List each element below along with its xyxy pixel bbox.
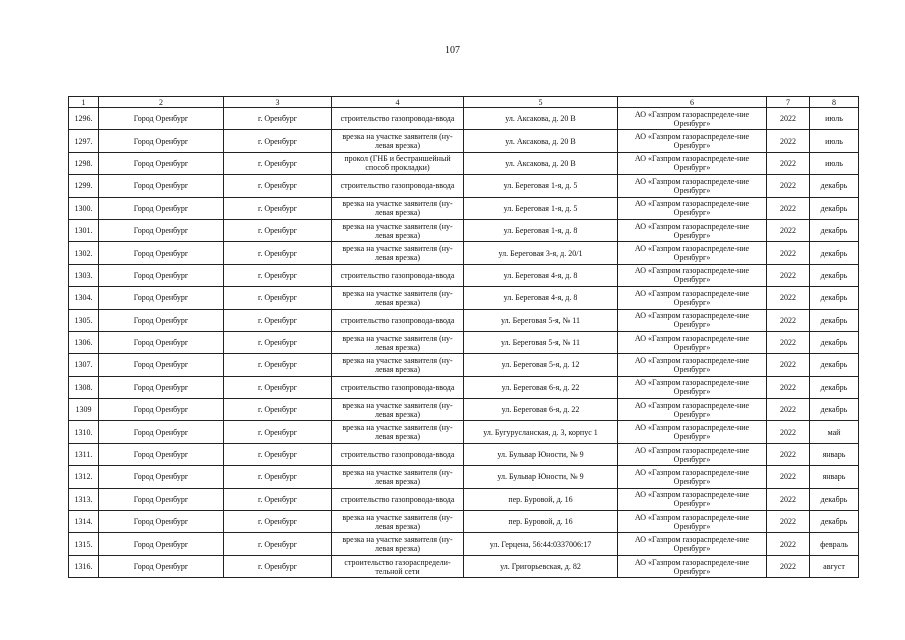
cell-month: декабрь <box>810 354 859 376</box>
cell-municipality: Город Оренбург <box>99 488 224 510</box>
cell-row-number: 1297. <box>69 130 99 152</box>
cell-settlement: г. Оренбург <box>224 354 332 376</box>
cell-municipality: Город Оренбург <box>99 108 224 130</box>
table-row <box>69 421 859 443</box>
table-body <box>69 108 859 578</box>
cell-month: декабрь <box>810 511 859 533</box>
cell-settlement: г. Оренбург <box>224 287 332 309</box>
cell-address: ул. Бульвар Юности, № 9 <box>464 466 618 488</box>
cell-organization: АО «Газпром газораспределе-ние Оренбург» <box>618 152 767 174</box>
cell-address: ул. Береговая 1-я, д. 8 <box>464 219 618 241</box>
cell-year: 2022 <box>767 152 810 174</box>
cell-municipality: Город Оренбург <box>99 354 224 376</box>
cell-organization: АО «Газпром газораспределе-ние Оренбург» <box>618 287 767 309</box>
cell-work-type: строительство газопровода-ввода <box>332 376 464 398</box>
cell-municipality: Город Оренбург <box>99 555 224 577</box>
cell-municipality: Город Оренбург <box>99 309 224 331</box>
cell-month: декабрь <box>810 399 859 421</box>
cell-settlement: г. Оренбург <box>224 488 332 510</box>
cell-year: 2022 <box>767 331 810 353</box>
cell-settlement: г. Оренбург <box>224 466 332 488</box>
cell-municipality: Город Оренбург <box>99 466 224 488</box>
cell-row-number: 1300. <box>69 197 99 219</box>
cell-work-type: врезка на участке заявителя (ну-левая врезка) <box>332 130 464 152</box>
cell-municipality: Город Оренбург <box>99 533 224 555</box>
cell-address: ул. Григорьевская, д. 82 <box>464 555 618 577</box>
cell-month: декабрь <box>810 309 859 331</box>
cell-settlement: г. Оренбург <box>224 197 332 219</box>
cell-organization: АО «Газпром газораспределе-ние Оренбург» <box>618 443 767 465</box>
cell-settlement: г. Оренбург <box>224 309 332 331</box>
cell-address: ул. Аксакова, д. 20 В <box>464 108 618 130</box>
cell-month: декабрь <box>810 331 859 353</box>
cell-row-number: 1305. <box>69 309 99 331</box>
table-row <box>69 488 859 510</box>
cell-row-number: 1308. <box>69 376 99 398</box>
table-row <box>69 309 859 331</box>
cell-year: 2022 <box>767 309 810 331</box>
cell-work-type: врезка на участке заявителя (ну-левая врезка) <box>332 354 464 376</box>
cell-month: декабрь <box>810 376 859 398</box>
cell-row-number: 1310. <box>69 421 99 443</box>
cell-year: 2022 <box>767 555 810 577</box>
cell-organization: АО «Газпром газораспределе-ние Оренбург» <box>618 309 767 331</box>
table-row <box>69 219 859 241</box>
cell-municipality: Город Оренбург <box>99 197 224 219</box>
cell-month: декабрь <box>810 197 859 219</box>
cell-address: ул. Береговая 5-я, № 11 <box>464 309 618 331</box>
table-row <box>69 466 859 488</box>
table-row <box>69 108 859 130</box>
cell-year: 2022 <box>767 219 810 241</box>
cell-year: 2022 <box>767 175 810 197</box>
cell-settlement: г. Оренбург <box>224 533 332 555</box>
cell-organization: АО «Газпром газораспределе-ние Оренбург» <box>618 219 767 241</box>
cell-month: июль <box>810 130 859 152</box>
header-row <box>69 97 859 108</box>
cell-year: 2022 <box>767 264 810 286</box>
cell-month: январь <box>810 466 859 488</box>
cell-work-type: строительство газопровода-ввода <box>332 309 464 331</box>
cell-settlement: г. Оренбург <box>224 130 332 152</box>
table-row <box>69 242 859 264</box>
cell-month: май <box>810 421 859 443</box>
cell-month: июль <box>810 108 859 130</box>
table-row <box>69 354 859 376</box>
cell-settlement: г. Оренбург <box>224 175 332 197</box>
cell-municipality: Город Оренбург <box>99 287 224 309</box>
table-row <box>69 376 859 398</box>
cell-row-number: 1296. <box>69 108 99 130</box>
cell-work-type: врезка на участке заявителя (ну-левая врезка) <box>332 421 464 443</box>
col-header: 8 <box>810 97 859 108</box>
cell-settlement: г. Оренбург <box>224 152 332 174</box>
table-row <box>69 555 859 577</box>
cell-organization: АО «Газпром газораспределе-ние Оренбург» <box>618 130 767 152</box>
cell-address: пер. Буровой, д. 16 <box>464 488 618 510</box>
cell-municipality: Город Оренбург <box>99 242 224 264</box>
cell-month: февраль <box>810 533 859 555</box>
col-header: 5 <box>464 97 618 108</box>
col-header: 4 <box>332 97 464 108</box>
cell-address: ул. Береговая 3-я, д. 20/1 <box>464 242 618 264</box>
cell-row-number: 1298. <box>69 152 99 174</box>
cell-work-type: строительство газораспредели-тельной сети <box>332 555 464 577</box>
cell-work-type: врезка на участке заявителя (ну-левая врезка) <box>332 242 464 264</box>
cell-municipality: Город Оренбург <box>99 511 224 533</box>
cell-organization: АО «Газпром газораспределе-ние Оренбург» <box>618 533 767 555</box>
cell-year: 2022 <box>767 242 810 264</box>
table-row <box>69 331 859 353</box>
table-row <box>69 511 859 533</box>
cell-month: август <box>810 555 859 577</box>
table-row <box>69 197 859 219</box>
cell-address: ул. Береговая 6-я, д. 22 <box>464 376 618 398</box>
cell-year: 2022 <box>767 488 810 510</box>
table-row <box>69 264 859 286</box>
cell-organization: АО «Газпром газораспределе-ние Оренбург» <box>618 555 767 577</box>
cell-address: ул. Герцена, 56:44:0337006:17 <box>464 533 618 555</box>
cell-month: декабрь <box>810 175 859 197</box>
cell-work-type: строительство газопровода-ввода <box>332 264 464 286</box>
cell-organization: АО «Газпром газораспределе-ние Оренбург» <box>618 197 767 219</box>
cell-work-type: врезка на участке заявителя (ну-левая врезка) <box>332 197 464 219</box>
cell-work-type: строительство газопровода-ввода <box>332 175 464 197</box>
cell-address: ул. Аксакова, д. 20 В <box>464 130 618 152</box>
cell-month: июль <box>810 152 859 174</box>
table-row <box>69 399 859 421</box>
cell-work-type: врезка на участке заявителя (ну-левая врезка) <box>332 287 464 309</box>
cell-organization: АО «Газпром газораспределе-ние Оренбург» <box>618 376 767 398</box>
cell-municipality: Город Оренбург <box>99 219 224 241</box>
cell-work-type: врезка на участке заявителя (ну-левая врезка) <box>332 466 464 488</box>
cell-address: ул. Аксакова, д. 20 В <box>464 152 618 174</box>
cell-organization: АО «Газпром газораспределе-ние Оренбург» <box>618 488 767 510</box>
cell-address: ул. Береговая 4-я, д. 8 <box>464 264 618 286</box>
cell-row-number: 1313. <box>69 488 99 510</box>
cell-work-type: врезка на участке заявителя (ну-левая врезка) <box>332 219 464 241</box>
cell-work-type: строительство газопровода-ввода <box>332 488 464 510</box>
cell-address: пер. Буровой, д. 16 <box>464 511 618 533</box>
cell-row-number: 1302. <box>69 242 99 264</box>
cell-settlement: г. Оренбург <box>224 242 332 264</box>
cell-work-type: строительство газопровода-ввода <box>332 443 464 465</box>
cell-organization: АО «Газпром газораспределе-ние Оренбург» <box>618 399 767 421</box>
cell-year: 2022 <box>767 197 810 219</box>
cell-work-type: врезка на участке заявителя (ну-левая врезка) <box>332 533 464 555</box>
table-row <box>69 175 859 197</box>
cell-row-number: 1301. <box>69 219 99 241</box>
table-row <box>69 130 859 152</box>
cell-settlement: г. Оренбург <box>224 219 332 241</box>
cell-year: 2022 <box>767 443 810 465</box>
cell-row-number: 1309 <box>69 399 99 421</box>
cell-settlement: г. Оренбург <box>224 443 332 465</box>
cell-organization: АО «Газпром газораспределе-ние Оренбург» <box>618 354 767 376</box>
cell-month: декабрь <box>810 488 859 510</box>
cell-year: 2022 <box>767 466 810 488</box>
table-row <box>69 152 859 174</box>
cell-work-type: врезка на участке заявителя (ну-левая врезка) <box>332 331 464 353</box>
col-header: 6 <box>618 97 767 108</box>
col-header: 3 <box>224 97 332 108</box>
cell-year: 2022 <box>767 511 810 533</box>
cell-organization: АО «Газпром газораспределе-ние Оренбург» <box>618 421 767 443</box>
cell-row-number: 1316. <box>69 555 99 577</box>
col-header: 2 <box>99 97 224 108</box>
cell-row-number: 1315. <box>69 533 99 555</box>
cell-address: ул. Береговая 6-я, д. 22 <box>464 399 618 421</box>
cell-settlement: г. Оренбург <box>224 555 332 577</box>
cell-row-number: 1314. <box>69 511 99 533</box>
cell-month: январь <box>810 443 859 465</box>
cell-organization: АО «Газпром газораспределе-ние Оренбург» <box>618 264 767 286</box>
col-header: 1 <box>69 97 99 108</box>
cell-settlement: г. Оренбург <box>224 264 332 286</box>
cell-month: декабрь <box>810 242 859 264</box>
cell-settlement: г. Оренбург <box>224 376 332 398</box>
cell-settlement: г. Оренбург <box>224 108 332 130</box>
cell-municipality: Город Оренбург <box>99 175 224 197</box>
cell-year: 2022 <box>767 376 810 398</box>
cell-work-type: врезка на участке заявителя (ну-левая врезка) <box>332 511 464 533</box>
table-row <box>69 287 859 309</box>
cell-organization: АО «Газпром газораспределе-ние Оренбург» <box>618 108 767 130</box>
cell-row-number: 1311. <box>69 443 99 465</box>
cell-organization: АО «Газпром газораспределе-ние Оренбург» <box>618 242 767 264</box>
cell-municipality: Город Оренбург <box>99 376 224 398</box>
cell-municipality: Город Оренбург <box>99 399 224 421</box>
cell-organization: АО «Газпром газораспределе-ние Оренбург» <box>618 331 767 353</box>
cell-work-type: строительство газопровода-ввода <box>332 108 464 130</box>
cell-municipality: Город Оренбург <box>99 264 224 286</box>
cell-organization: АО «Газпром газораспределе-ние Оренбург» <box>618 466 767 488</box>
cell-municipality: Город Оренбург <box>99 130 224 152</box>
cell-work-type: врезка на участке заявителя (ну-левая врезка) <box>332 399 464 421</box>
cell-address: ул. Береговая 5-я, д. 12 <box>464 354 618 376</box>
cell-municipality: Город Оренбург <box>99 421 224 443</box>
cell-row-number: 1307. <box>69 354 99 376</box>
cell-row-number: 1312. <box>69 466 99 488</box>
cell-year: 2022 <box>767 108 810 130</box>
cell-address: ул. Бульвар Юности, № 9 <box>464 443 618 465</box>
registry-table <box>68 96 859 578</box>
col-header: 7 <box>767 97 810 108</box>
cell-year: 2022 <box>767 287 810 309</box>
cell-municipality: Город Оренбург <box>99 331 224 353</box>
cell-month: декабрь <box>810 219 859 241</box>
cell-municipality: Город Оренбург <box>99 152 224 174</box>
table-row <box>69 533 859 555</box>
cell-month: декабрь <box>810 264 859 286</box>
cell-municipality: Город Оренбург <box>99 443 224 465</box>
cell-year: 2022 <box>767 354 810 376</box>
cell-year: 2022 <box>767 533 810 555</box>
cell-row-number: 1299. <box>69 175 99 197</box>
cell-year: 2022 <box>767 421 810 443</box>
cell-row-number: 1303. <box>69 264 99 286</box>
cell-address: ул. Бугурусланская, д. 3, корпус 1 <box>464 421 618 443</box>
cell-organization: АО «Газпром газораспределе-ние Оренбург» <box>618 175 767 197</box>
cell-address: ул. Береговая 5-я, № 11 <box>464 331 618 353</box>
cell-settlement: г. Оренбург <box>224 399 332 421</box>
cell-month: декабрь <box>810 287 859 309</box>
cell-row-number: 1306. <box>69 331 99 353</box>
cell-address: ул. Береговая 1-я, д. 5 <box>464 197 618 219</box>
cell-organization: АО «Газпром газораспределе-ние Оренбург» <box>618 511 767 533</box>
cell-row-number: 1304. <box>69 287 99 309</box>
cell-year: 2022 <box>767 399 810 421</box>
cell-settlement: г. Оренбург <box>224 331 332 353</box>
table-row <box>69 443 859 465</box>
cell-settlement: г. Оренбург <box>224 511 332 533</box>
cell-address: ул. Береговая 4-я, д. 8 <box>464 287 618 309</box>
page-number: 107 <box>445 45 460 56</box>
cell-address: ул. Береговая 1-я, д. 5 <box>464 175 618 197</box>
cell-settlement: г. Оренбург <box>224 421 332 443</box>
cell-work-type: прокол (ГНБ и бестраншейный способ прокладки) <box>332 152 464 174</box>
cell-year: 2022 <box>767 130 810 152</box>
